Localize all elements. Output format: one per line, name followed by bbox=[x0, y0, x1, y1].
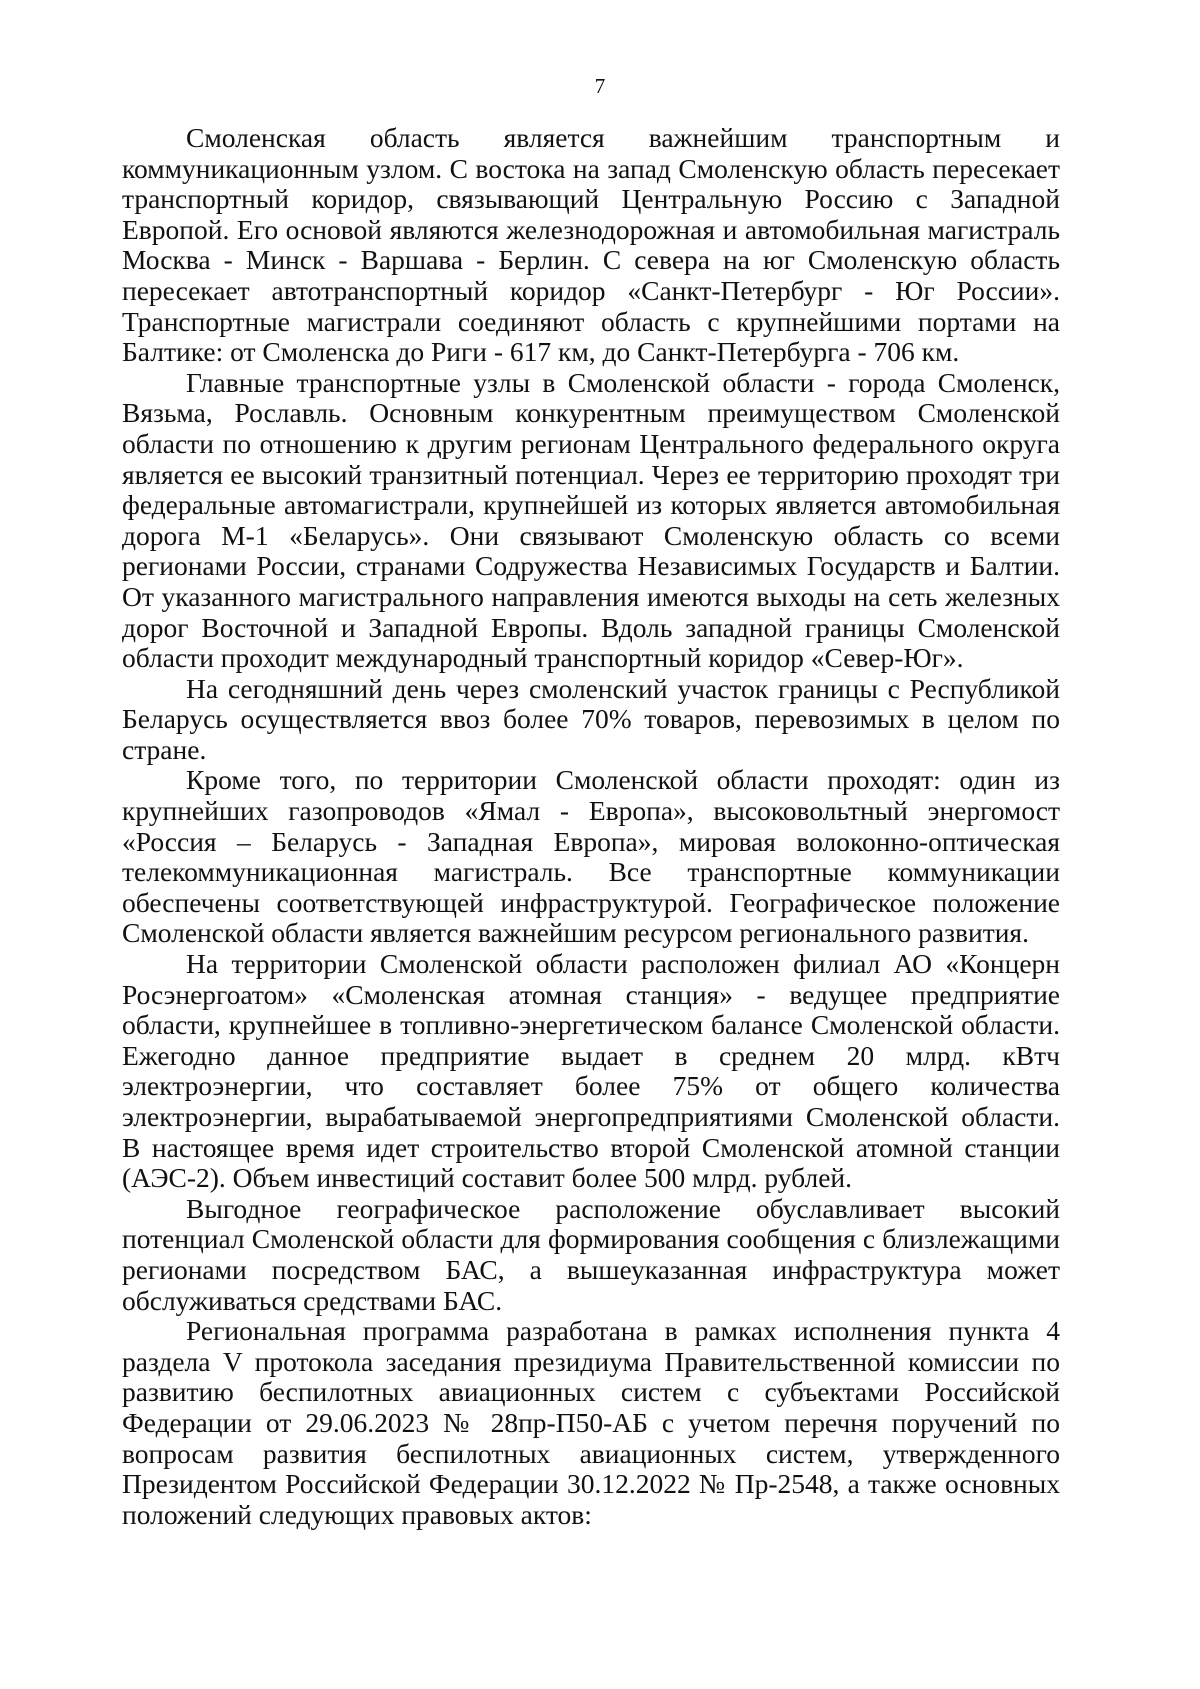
paragraph-transport-hub: Смоленская область является важнейшим транспортным и коммуникационным узлом. С востока на запад Смоленскую область пересекает транспортный коридор, связывающий Центральную Россию с Западной Европой. Его основой являются железнодорожная и автомобильная магистраль Москва - Минск - Варшава - Берлин. С севера на юг Смоленскую область пересекает автотранспортный коридор «Санкт-Петербург - Юг России». Транспортные магистрали соединяют область с крупнейшими портами на Балтике: от Смоленска до Риги - 617 км, до Санкт-Петербурга - 706 км. bbox=[122, 122, 1060, 368]
paragraph-regional-program: Региональная программа разработана в рамках исполнения пункта 4 раздела V протокола заседания президиума Правительственной комиссии по развитию беспилотных авиационных систем с субъектами Российской Федерации от 29.06.2023 № 28пр-П50-АБ с учетом перечня поручений по вопросам развития беспилотных авиационных систем, утвержденного Президентом Российской Федерации 30.12.2022 № Пр-2548, а также основных положений следующих правовых актов: bbox=[122, 1315, 1060, 1530]
paragraph-border-import: На сегодняшний день через смоленский участок границы с Республикой Беларусь осуществляется ввоз более 70% товаров, перевозимых в целом по стране. bbox=[122, 672, 1060, 765]
paragraph-transport-nodes: Главные транспортные узлы в Смоленской области - города Смоленск, Вязьма, Рославль. Основным конкурентным преимуществом Смоленской области по отношению к другим регионам Центрального федерального округа является ее высокий транзитный потенциал. Через ее территорию проходят три федеральные автомагистрали, крупнейшей из которых является автомобильная дорога М-1 «Беларусь». Они связывают Смоленскую область со всеми регионами России, странами Содружества Независимых Государств и Балтии. От указанного магистрального направления имеются выходы на сеть железных дорог Восточной и Западной Европы. Вдоль западной границы Смоленской области проходит международный транспортный коридор «Север-Юг». bbox=[122, 366, 1060, 674]
paragraph-infrastructure: Кроме того, по территории Смоленской области проходят: один из крупнейших газопроводов «Ямал - Европа», высоковольтный энергомост «Россия – Беларусь - Западная Европа», мировая волоконно-оптическая телекоммуникационная магистраль. Все транспортные коммуникации обеспечены соответствующей инфраструктурой. Географическое положение Смоленской области является важнейшим ресурсом регионального развития. bbox=[122, 764, 1060, 949]
page-number: 7 bbox=[594, 74, 606, 98]
paragraph-nuclear-plant: На территории Смоленской области расположен филиал АО «Концерн Росэнергоатом» «Смоленская атомная станция» - ведущее предприятие области, крупнейшее в топливно-энергетическом балансе Смоленской области. Ежегодно данное предприятие выдает в среднем 20 млрд. кВтч электроэнергии, что составляет более 75% от общего количества электроэнергии, вырабатываемой энергопредприятиями Смоленской области. В настоящее время идет строительство второй Смоленской атомной станции (АЭС-2). Объем инвестиций составит более 500 млрд. рублей. bbox=[122, 948, 1060, 1194]
document-body bbox=[122, 123, 1060, 1530]
paragraph-uas-potential: Выгодное географическое расположение обуславливает высокий потенциал Смоленской области для формирования сообщения с близлежащими регионами посредством БАС, а вышеуказанная инфраструктура может обслуживаться средствами БАС. bbox=[122, 1192, 1060, 1316]
